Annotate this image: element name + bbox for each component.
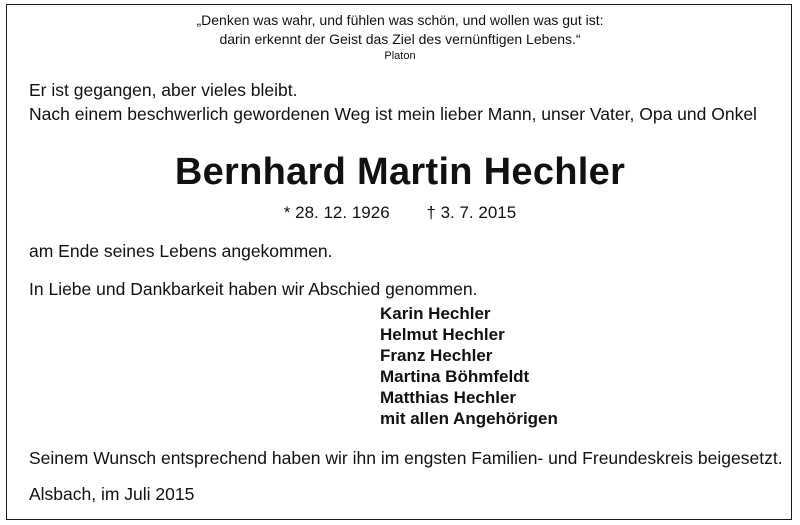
deceased-name: Bernhard Martin Hechler <box>174 151 626 193</box>
epigraph-line-2: darin erkennt der Geist das Ziel des vernünftigen Lebens.“ <box>219 31 581 47</box>
signer: mit allen Angehörigen <box>380 409 558 428</box>
epigraph <box>0 11 800 63</box>
signer: Franz Hechler <box>380 346 493 365</box>
intro-line-1: Er ist gegangen, aber vieles bleibt. <box>29 80 298 100</box>
signers-list <box>380 303 558 429</box>
signer: Karin Hechler <box>380 304 491 323</box>
intro-text <box>29 78 757 126</box>
place-and-date: Alsbach, im Juli 2015 <box>29 484 195 504</box>
birth-date: * 28. 12. 1926 <box>283 203 390 222</box>
intro-line-2: Nach einem beschwerlich gewordenen Weg ist mein lieber Mann, unser Vater, Opa und Onkel <box>29 104 757 124</box>
life-dates <box>0 202 800 224</box>
epigraph-line-1: „Denken was wahr, und fühlen was schön, und wollen was gut ist: <box>196 12 604 28</box>
paragraph-end-of-life: am Ende seines Lebens angekommen. <box>29 241 333 261</box>
signer: Helmut Hechler <box>380 325 505 344</box>
paragraph-burial: Seinem Wunsch entsprechend haben wir ihn im engsten Familien- und Freundeskreis beigesetzt. <box>29 448 783 468</box>
signer: Matthias Hechler <box>380 388 517 407</box>
signer: Martina Böhmfeldt <box>380 367 530 386</box>
death-date: † 3. 7. 2015 <box>426 203 517 222</box>
epigraph-author: Platon <box>384 50 416 62</box>
paragraph-farewell: In Liebe und Dankbarkeit haben wir Abschied genommen. <box>29 279 478 299</box>
